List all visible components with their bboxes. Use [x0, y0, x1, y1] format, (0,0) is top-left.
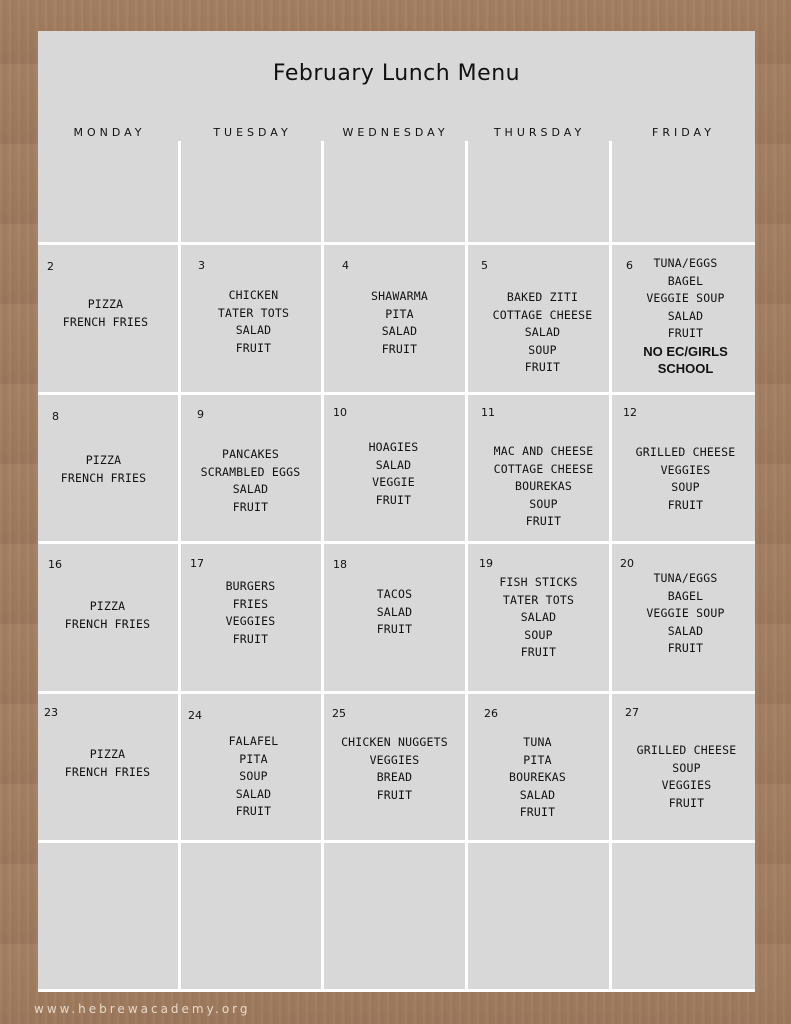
menu-item: FRUIT	[376, 787, 413, 802]
day-cell	[38, 841, 181, 991]
menu-list	[320, 439, 467, 509]
day-cell	[181, 243, 324, 393]
menu-item: TATER TOTS	[217, 305, 290, 320]
menu-item: HOAGIES	[368, 440, 419, 454]
menu-sheet	[38, 31, 755, 991]
menu-item: FRUIT	[375, 492, 412, 507]
menu-item: FRUIT	[235, 804, 272, 818]
day-number: 24	[188, 709, 202, 722]
day-cell	[181, 542, 324, 692]
menu-item: FRENCH FRIES	[62, 314, 149, 329]
weekday-thursday: THURSDAY	[493, 126, 586, 139]
menu-list	[332, 288, 467, 358]
day-cell	[324, 841, 467, 991]
day-number: 4	[342, 259, 349, 272]
menu-item: SHAWARMA	[371, 289, 428, 303]
day-number: 27	[625, 706, 639, 719]
menu-item: FRUIT	[667, 497, 704, 512]
menu-list	[177, 578, 324, 648]
menu-item: SALAD	[667, 623, 704, 638]
menu-item: VEGGIES	[660, 462, 711, 477]
menu-list	[474, 289, 611, 377]
day-cell	[38, 243, 181, 393]
menu-item: SALAD	[376, 604, 413, 619]
day-number: 3	[198, 259, 205, 272]
menu-item: FRUIT	[667, 326, 704, 340]
menu-item: TACOS	[376, 587, 413, 601]
day-cell	[38, 393, 181, 542]
menu-list	[183, 733, 324, 821]
menu-item: BOUREKAS	[509, 770, 566, 784]
menu-list	[616, 570, 755, 658]
day-number: 18	[333, 558, 347, 571]
day-cell	[612, 141, 755, 243]
menu-item: FRUIT	[235, 340, 272, 355]
menu-list	[183, 287, 324, 357]
menu-item: FRUIT	[525, 514, 562, 528]
day-number: 6	[626, 259, 633, 272]
grid-divider	[38, 541, 755, 544]
menu-item: SALAD	[524, 325, 561, 339]
weekday-monday: MONDAY	[73, 126, 146, 139]
menu-item: FRENCH FRIES	[64, 616, 151, 631]
menu-item: SOUP	[672, 760, 701, 775]
menu-item: BAKED ZITI	[506, 290, 579, 304]
menu-item: PIZZA	[89, 747, 126, 761]
menu-item: SOUP	[528, 342, 557, 357]
menu-list	[30, 296, 181, 331]
day-cell	[38, 542, 181, 692]
day-cell	[324, 692, 467, 841]
menu-item: MAC AND CHEESE	[493, 444, 594, 458]
day-cell	[181, 841, 324, 991]
weekday-wednesday: WEDNESDAY	[342, 126, 449, 139]
day-cell	[181, 393, 324, 542]
menu-item: PANCAKES	[222, 447, 279, 461]
menu-item: FRUIT	[668, 795, 705, 810]
menu-item: SOUP	[671, 480, 700, 494]
menu-list	[322, 586, 467, 639]
website-footer[interactable]: www.hebrewacademy.org	[34, 1002, 251, 1016]
menu-item: FRUIT	[524, 360, 561, 374]
day-cell	[181, 141, 324, 243]
menu-item: SALAD	[375, 457, 412, 472]
menu-item: COTTAGE CHEESE	[492, 307, 593, 322]
day-cell	[324, 141, 467, 243]
day-number: 25	[332, 707, 346, 720]
menu-item: SALAD	[381, 324, 418, 338]
menu-item: BAGEL	[667, 273, 704, 288]
menu-item: SALAD	[519, 787, 556, 802]
grid-divider	[321, 141, 324, 991]
menu-item: VEGGIES	[661, 778, 712, 792]
menu-item: PITA	[523, 752, 552, 767]
menu-list	[177, 446, 324, 516]
menu-item: SALAD	[667, 308, 704, 323]
menu-item: CHICKEN NUGGETS	[341, 735, 448, 749]
menu-item: PITA	[385, 306, 414, 321]
menu-item: FRUIT	[376, 622, 413, 636]
day-number: 8	[52, 410, 59, 423]
page-title: February Lunch Menu	[272, 61, 521, 86]
day-number: 23	[44, 706, 58, 719]
day-cell	[612, 841, 755, 991]
menu-item: FRUIT	[667, 641, 704, 655]
menu-item: BURGERS	[225, 579, 276, 593]
menu-item: VEGGIE SOUP	[646, 291, 725, 305]
day-number: 16	[48, 558, 62, 571]
day-cell	[612, 393, 755, 542]
grid-divider	[178, 141, 181, 991]
menu-item: SOUP	[529, 496, 558, 511]
menu-list	[616, 255, 755, 378]
menu-item: FRUIT	[519, 805, 556, 819]
day-number: 10	[333, 406, 347, 419]
grid-divider	[38, 840, 755, 843]
day-number: 11	[481, 406, 495, 419]
grid-divider	[38, 392, 755, 395]
menu-list	[466, 574, 611, 662]
weekday-friday: FRIDAY	[652, 126, 715, 139]
day-cell	[324, 542, 467, 692]
day-number: 12	[623, 406, 637, 419]
menu-item: CHICKEN	[228, 288, 279, 302]
menu-item: GRILLED CHEESE	[635, 445, 736, 459]
menu-item: COTTAGE CHEESE	[493, 461, 594, 476]
menu-list	[476, 443, 611, 531]
day-cell	[324, 393, 467, 542]
menu-list	[34, 746, 181, 781]
day-cell	[38, 141, 181, 243]
day-cell	[468, 841, 611, 991]
menu-list	[616, 444, 755, 514]
menu-list	[464, 734, 611, 822]
menu-item: FRUIT	[232, 499, 269, 514]
menu-list	[322, 734, 467, 804]
weekday-tuesday: TUESDAY	[213, 126, 292, 139]
grid-divider	[38, 691, 755, 694]
menu-list	[618, 742, 755, 812]
menu-item: BOUREKAS	[515, 479, 572, 493]
day-cell	[38, 692, 181, 841]
menu-item: TUNA	[523, 735, 552, 749]
day-cell	[612, 692, 755, 841]
menu-item: FRUIT	[520, 645, 557, 659]
menu-item: BAGEL	[667, 588, 704, 603]
day-number: 2	[47, 260, 54, 273]
grid-divider	[38, 242, 755, 245]
menu-list	[34, 598, 181, 633]
day-number: 9	[197, 408, 204, 421]
menu-item: VEGGIES	[225, 614, 276, 628]
calendar-grid	[38, 141, 755, 991]
day-cell	[612, 542, 755, 692]
day-number: 17	[190, 557, 204, 570]
day-cell	[181, 692, 324, 841]
day-cell	[468, 393, 611, 542]
day-cell	[468, 692, 611, 841]
menu-item: PIZZA	[87, 297, 124, 311]
day-cell	[468, 542, 611, 692]
menu-item: GRILLED CHEESE	[636, 743, 737, 757]
menu-note: NO EC/GIRLS	[643, 343, 728, 359]
grid-divider	[609, 141, 612, 991]
menu-item: FISH STICKS	[499, 575, 578, 589]
day-cell	[324, 243, 467, 393]
day-cell	[468, 141, 611, 243]
menu-item: SALAD	[520, 610, 557, 624]
menu-item: FRIES	[232, 596, 269, 611]
menu-item: FRUIT	[381, 341, 418, 356]
menu-item: SALAD	[232, 482, 269, 496]
grid-divider	[465, 141, 468, 991]
menu-item: VEGGIE SOUP	[646, 606, 725, 620]
day-number: 5	[481, 259, 488, 272]
menu-item: PITA	[239, 751, 268, 766]
menu-list	[26, 452, 181, 487]
menu-item: SOUP	[239, 769, 268, 783]
menu-item: PIZZA	[89, 599, 126, 613]
menu-item: TATER TOTS	[502, 592, 575, 607]
menu-item: BREAD	[376, 770, 413, 784]
menu-item: SOUP	[524, 627, 553, 642]
menu-item: FALAFEL	[228, 734, 279, 748]
menu-item: VEGGIES	[369, 752, 420, 767]
menu-item: SALAD	[235, 786, 272, 801]
menu-item: FRENCH FRIES	[64, 764, 151, 779]
menu-note: SCHOOL	[657, 361, 714, 376]
menu-item: FRENCH FRIES	[60, 470, 147, 485]
menu-item: SALAD	[235, 323, 272, 337]
day-number: 19	[479, 557, 493, 570]
menu-item: VEGGIE	[372, 475, 415, 489]
menu-item: TUNA/EGGS	[653, 571, 718, 585]
menu-item: PIZZA	[85, 453, 122, 467]
day-number: 26	[484, 707, 498, 720]
menu-item: SCRAMBLED EGGS	[200, 464, 301, 479]
day-cell	[612, 243, 755, 393]
menu-item: FRUIT	[232, 631, 269, 646]
day-number: 20	[620, 557, 634, 570]
menu-item: TUNA/EGGS	[653, 256, 718, 270]
grid-divider	[38, 989, 755, 992]
day-cell	[468, 243, 611, 393]
